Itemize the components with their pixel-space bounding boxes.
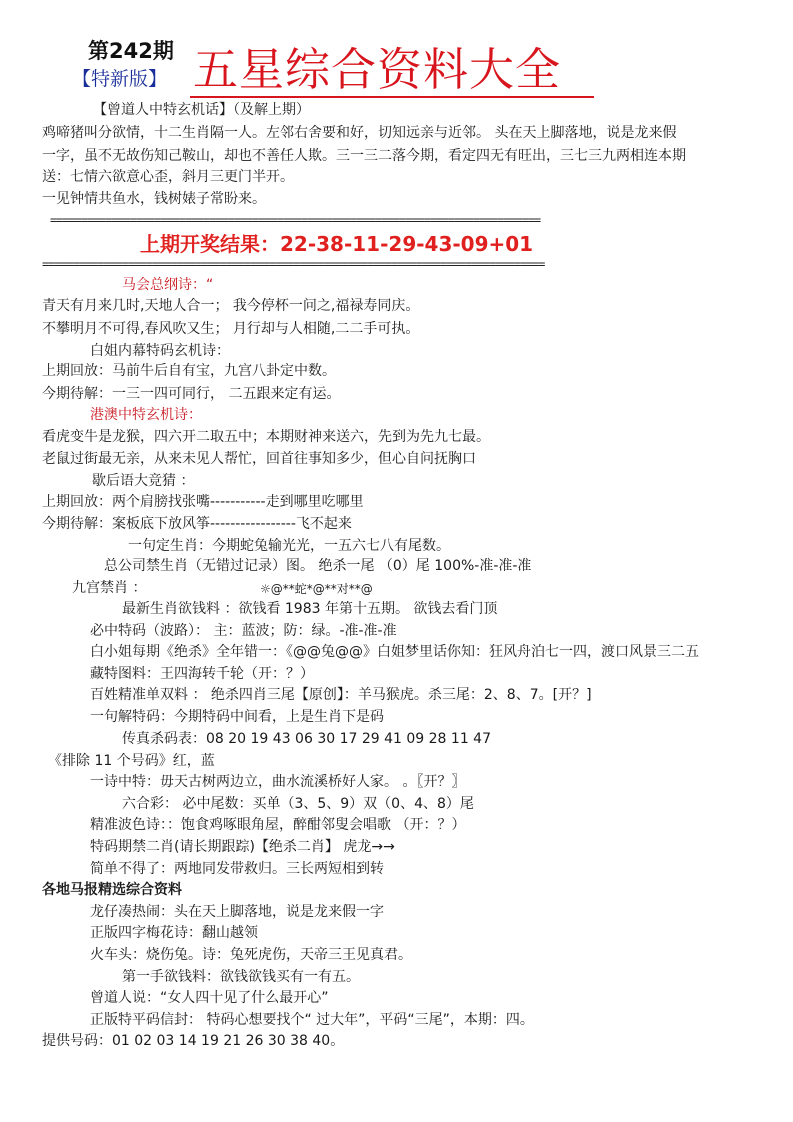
zhengban-meihua: 正版四字梅花诗：翻山越领 (90, 925, 258, 941)
teban-jin-erxiao: 特码期禁二肖(请长期跟踪)【绝杀二肖】 虎龙→→ (90, 839, 395, 855)
baiji-last: 上期回放：马前牛后自有宝，九宫八卦定中数。 (42, 363, 336, 379)
cangte-tuliao: 藏特图料：王四海转千轮（开：？） (90, 666, 314, 682)
gangao-line-1: 看虎变牛是龙猴，四六开二取五中；本期财神来送六，先到为先九七最。 (42, 429, 490, 445)
bizhong-tema: 必中特码（波路）： 主：蓝波；防：绿。-准-准-准 (90, 623, 397, 639)
longzai-rerao: 龙仔凑热闹：头在天上脚落地，说是龙来假一字 (90, 904, 384, 920)
mahui-line-2: 不攀明月不可得,春风吹又生； 月行却与人相随,二二手可执。 (42, 321, 420, 337)
yiju-jie-tema: 一句解特码：今期特码中间看，上是生肖下是码 (90, 709, 384, 725)
mahui-line-1: 青天有月来几时,天地人合一； 我今停杯一问之,福禄寿同庆。 (42, 298, 420, 314)
issue-number: 第242期 (88, 39, 174, 63)
mahui-heading: 马会总纲诗：“ (122, 277, 214, 293)
yishi-zhongte: 一诗中特：毋天古树两边立，曲水流溪桥好人家。 。〖开？〗 (90, 774, 466, 790)
xiehouyu-last: 上期回放：两个肩膀找张嘴-----------走到哪里吃哪里 (42, 494, 364, 510)
jiandan-budeliao: 简单不得了：两地同发带救归。三长两短相到转 (90, 861, 384, 877)
zengdaoren-shuo: 曾道人说：“女人四十见了什么最开心” (90, 990, 329, 1006)
page-title: 五星综合资料大全 (193, 43, 562, 96)
jiugong-label: 九宫禁肖 ： (72, 580, 147, 596)
zeng-heading: 【曾道人中特玄机话】（及解上期） (93, 102, 310, 118)
xiehouyu-now: 今期待解：案板底下放风筝-----------------飞不起来 (42, 516, 352, 532)
separator-top: ================================================================================ (50, 214, 540, 226)
gedi-heading: 各地马报精选综合资料 (42, 882, 182, 898)
baiji-now: 今期待解：一三一四可同行， 二五跟来定有运。 (42, 386, 341, 402)
baixiaojie-juesha: 白小姐每期《绝杀》全年错一：《@@兔@@》白姐梦里话你知：狂风舟泊七一四，渡口风景三二五 (90, 644, 699, 660)
chuanzhen-shama: 传真杀码表：08 20 19 43 06 30 17 29 41 09 28 11 47 (122, 731, 491, 747)
xiehouyu-heading: 歇后语大竞猜 ： (92, 473, 195, 489)
last-result: 上期开奖结果：22-38-11-29-43-09+01 (140, 232, 534, 256)
gangao-heading: 港澳中特玄机诗： (90, 407, 202, 423)
liuhecai-weishu: 六合彩： 必中尾数：买单（3、5、9）双（0、4、8）尾 (122, 796, 474, 812)
title-underline (190, 96, 594, 98)
jiugong-value: ☼@**蛇*@**对**@ (260, 582, 373, 596)
zhengban-tepingma: 正版特平码信封： 特码心想要找个“ 过大年”，平码“三尾”，本期：四。 (90, 1012, 534, 1028)
huochetou: 火车头：烧伤兔。诗：兔死虎伤，天帝三王见真君。 (90, 947, 412, 963)
zeng-line-3: 送：七情六欲意心歪，斜月三更门半开。 (42, 169, 294, 185)
paichu-haoma: 《排除 11 个号码》红，蓝 (48, 753, 215, 769)
diyishou-yuqian: 第一手欲钱料：欲钱欲钱买有一有五。 (122, 969, 360, 985)
zuixin-yuqianliao: 最新生肖欲钱料 ：欲钱看 1983 年第十五期。 欲钱去看门顶 (122, 601, 498, 617)
tigong-haoma: 提供号码：01 02 03 14 19 21 26 30 38 40。 (42, 1033, 345, 1049)
edition-label: 【特新版】 (72, 68, 168, 90)
separator-bottom: ================================================================================== (42, 258, 545, 270)
baixing-danshuang: 百姓精准单双料 ： 绝杀四肖三尾【原创】：羊马猴虎。杀三尾：2、8、7。[开？] (90, 687, 592, 703)
yiju-dingshengxiao: 一句定生肖：今期蛇兔输光光，一五六七八有尾数。 (128, 538, 450, 554)
zeng-line-1: 鸡啼猪叫分欲情，十二生肖隔一人。左邻右舍要和好，切知远亲与近邻。 头在天上脚落地，说是龙来假 (42, 125, 677, 141)
jingzhun-bose: 精准波色诗：：饱食鸡啄眼角屋，醉酣邻叟会唱歌 （开：？） (90, 817, 466, 833)
zeng-line-2: 一字，虽不无故伤知己鞍山，却也不善任人欺。三一三二落今期，看定四无有旺出，三七三九两相连本期 (42, 148, 686, 164)
baiji-heading: 白姐内幕特码玄机诗： (90, 343, 230, 359)
zeng-line-4: 一见钟情共鱼水，钱树婊子常盼来。 (42, 191, 266, 207)
gangao-line-2: 老鼠过街最无亲，从来未见人帮忙，回首往事知多少，但心自问抚胸口 (42, 451, 476, 467)
zonggongsi-jin-shengxiao: 总公司禁生肖（无错过记录）图。 绝杀一尾 （0）尾 100%-准-准-准 (104, 558, 532, 574)
